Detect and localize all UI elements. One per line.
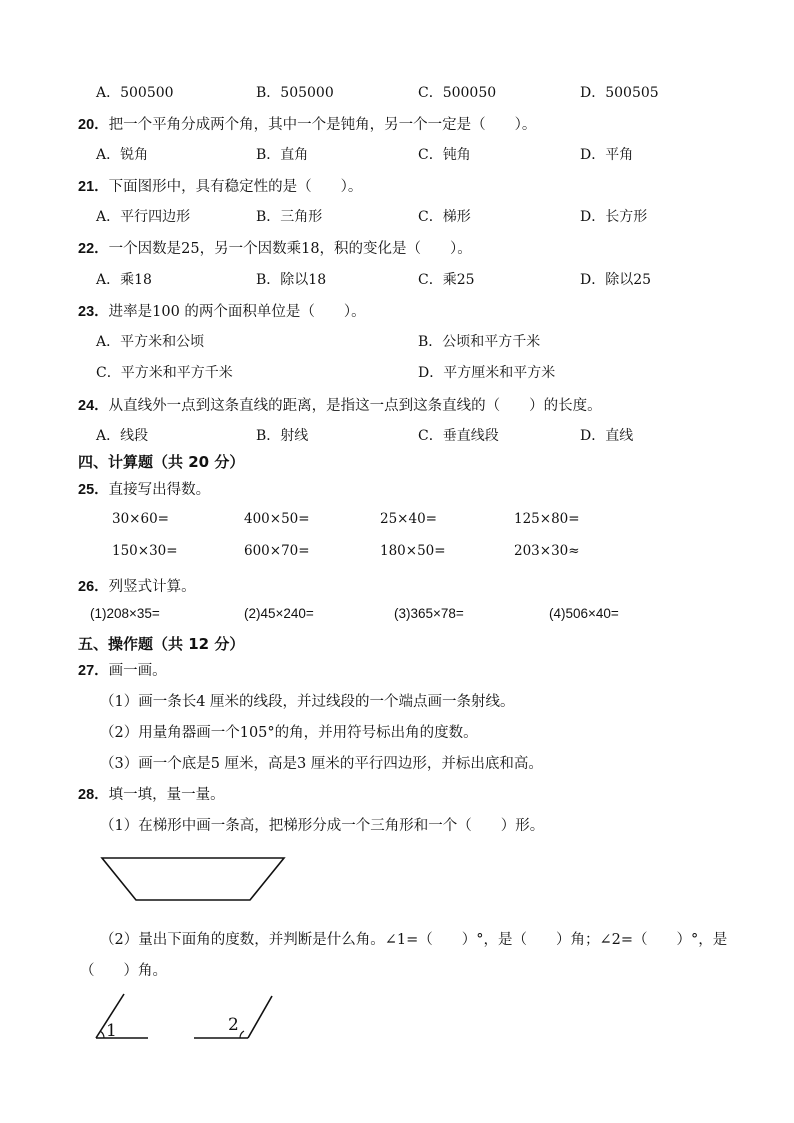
q25-item: 600×70= <box>244 543 310 559</box>
angle-1-arc <box>100 1031 104 1038</box>
q22-option-d: D．除以25 <box>580 272 652 288</box>
q20-option-b: B．直角 <box>256 147 309 163</box>
q23-option-c: C．平方米和平方千米 <box>96 365 233 381</box>
q26-item-4: (4)506×40= <box>549 606 619 621</box>
q28-stem <box>78 783 225 804</box>
q20-option-a: A．锐角 <box>96 147 149 163</box>
q27-number: 27． <box>78 663 109 679</box>
q28-part-2-line-1: （2）量出下面角的度数，并判断是什么角。∠1=（ ）°，是（ ）角；∠2=（ ）°，是 <box>100 932 728 948</box>
q23-option-d: D．平方厘米和平方米 <box>418 365 556 381</box>
q28-number: 28． <box>78 787 109 803</box>
q25-item: 125×80= <box>514 511 580 527</box>
q20-stem <box>78 113 536 134</box>
q23-text: 进率是100 的两个面积单位是（ ）。 <box>108 304 366 320</box>
q21-number: 21． <box>78 179 109 195</box>
q24-option-d: D．直线 <box>580 428 634 444</box>
q27-text: 画一画。 <box>108 663 167 679</box>
q25-stem <box>78 478 210 499</box>
q28-text: 填一填，量一量。 <box>108 787 225 803</box>
q19-option-a: A．500500 <box>96 85 174 101</box>
q19-option-d: D．500505 <box>580 85 659 101</box>
angle-1 <box>96 994 148 1041</box>
q25-item: 400×50= <box>244 511 310 527</box>
angle-2-arc <box>240 1031 244 1038</box>
q21-stem <box>78 175 362 196</box>
q21-option-c: C．梯形 <box>418 209 471 225</box>
angle-2-side-ray <box>248 996 272 1038</box>
q19-option-c: C．500050 <box>418 85 497 101</box>
q25-item: 30×60= <box>112 511 169 527</box>
q22-option-b: B．除以18 <box>256 272 327 288</box>
q21-text: 下面图形中，具有稳定性的是（ ）。 <box>108 179 363 195</box>
angle-2 <box>194 996 272 1038</box>
q28-part-2-line-2: （ ）角。 <box>80 963 167 979</box>
q27-part-3: （3）画一个底是5 厘米，高是3 厘米的平行四边形，并标出底和高。 <box>100 756 543 772</box>
angle-figures <box>90 990 290 1046</box>
q26-number: 26． <box>78 579 109 595</box>
q26-item-3: (3)365×78= <box>394 606 464 621</box>
q27-part-1: （1）画一条长4 厘米的线段，并过线段的一个端点画一条射线。 <box>100 694 515 710</box>
q21-option-d: D．长方形 <box>580 209 648 225</box>
q28-part-1: （1）在梯形中画一条高，把梯形分成一个三角形和一个（ ）形。 <box>100 818 545 834</box>
q22-option-a: A．乘18 <box>96 272 152 288</box>
q24-option-b: B．射线 <box>256 428 309 444</box>
section-5-title: 五、操作题（共 12 分） <box>78 635 245 653</box>
trapezoid-shape <box>102 858 284 900</box>
q26-stem <box>78 575 196 596</box>
q20-text: 把一个平角分成两个角，其中一个是钝角，另一个一定是（ ）。 <box>108 117 537 133</box>
q27-part-2: （2）用量角器画一个105°的角，并用符号标出角的度数。 <box>100 725 478 741</box>
q23-option-a: A．平方米和公顷 <box>96 334 205 350</box>
q21-option-b: B．三角形 <box>256 209 323 225</box>
q26-item-1: (1)208×35= <box>90 606 160 621</box>
q23-stem <box>78 300 366 321</box>
q19-option-b: B．505000 <box>256 85 334 101</box>
q24-option-c: C．垂直线段 <box>418 428 499 444</box>
section-4-title: 四、计算题（共 20 分） <box>78 453 245 471</box>
q25-item: 25×40= <box>380 511 437 527</box>
q23-option-b: B．公顷和平方千米 <box>418 334 541 350</box>
q22-option-c: C．乘25 <box>418 272 475 288</box>
q21-option-a: A．平行四边形 <box>96 209 191 225</box>
q25-item: 150×30= <box>112 543 178 559</box>
q24-text: 从直线外一点到这条直线的距离，是指这一点到这条直线的（ ）的长度。 <box>108 398 602 414</box>
q26-text: 列竖式计算。 <box>108 579 196 595</box>
q27-stem <box>78 659 167 680</box>
q20-number: 20． <box>78 117 109 133</box>
q22-text: 一个因数是25，另一个因数乘18，积的变化是（ ）。 <box>108 241 472 257</box>
q25-item: 203×30≈ <box>514 543 580 559</box>
q22-stem <box>78 237 472 258</box>
q24-number: 24． <box>78 398 109 414</box>
angle-2-label: 2 <box>228 1015 239 1035</box>
q20-option-c: C．钝角 <box>418 147 471 163</box>
q25-item: 180×50= <box>380 543 446 559</box>
trapezoid-figure <box>96 852 292 906</box>
q25-number: 25． <box>78 482 109 498</box>
q22-number: 22． <box>78 241 109 257</box>
q24-stem <box>78 394 602 415</box>
q24-option-a: A．线段 <box>96 428 149 444</box>
q20-option-d: D．平角 <box>580 147 634 163</box>
q25-text: 直接写出得数。 <box>108 482 211 498</box>
q26-item-2: (2)45×240= <box>244 606 314 621</box>
q23-number: 23． <box>78 304 109 320</box>
angle-1-label: 1 <box>106 1021 117 1041</box>
